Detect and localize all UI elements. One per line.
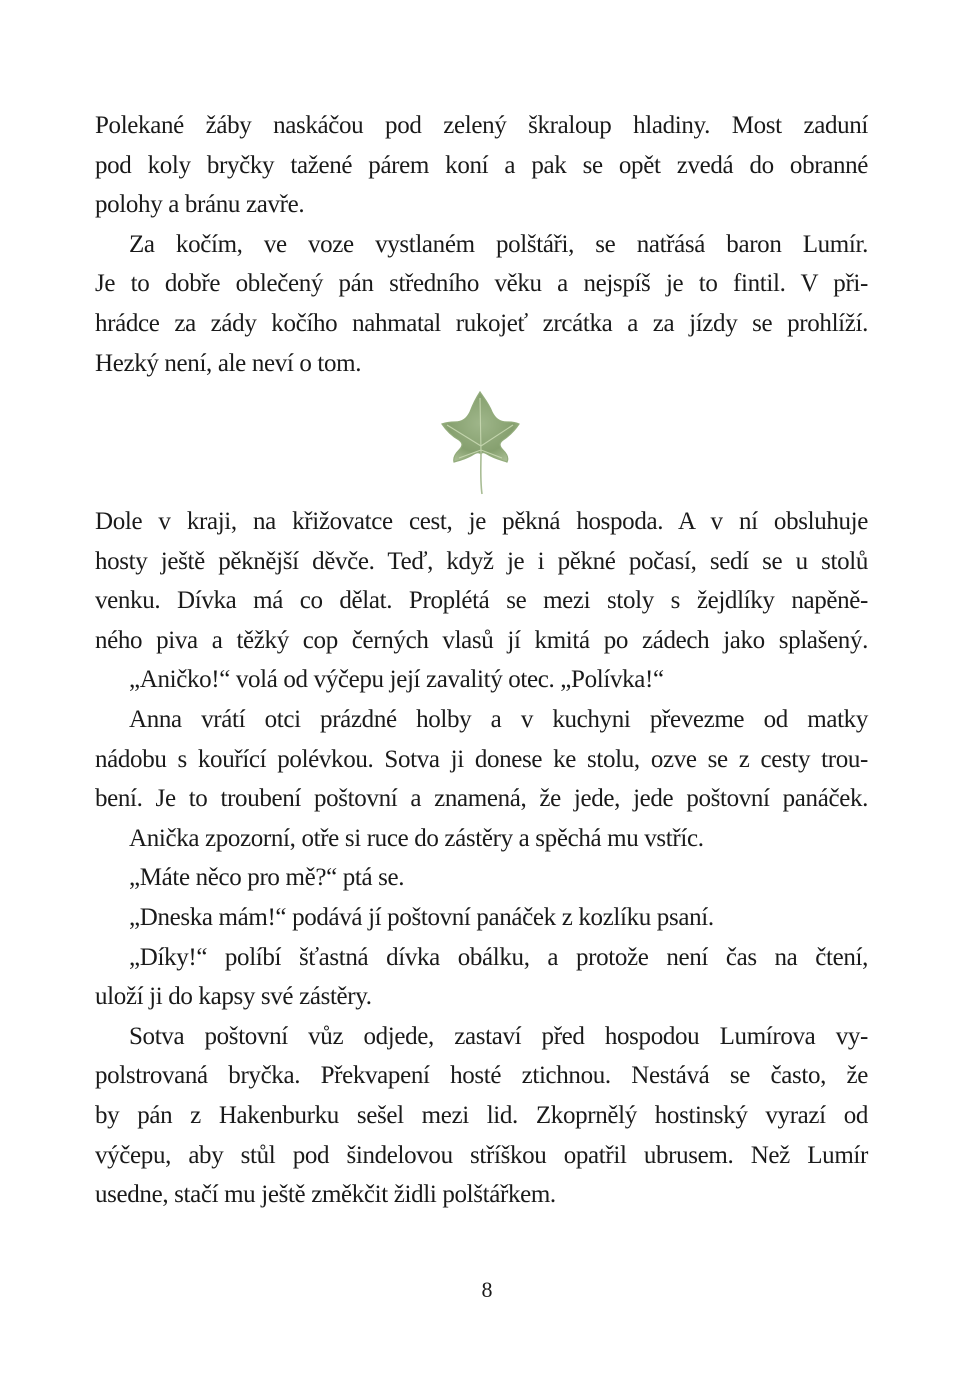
text-line: Polekané žáby naskáčou pod zelený škraloup hladiny. Most zaduní	[95, 112, 868, 139]
text-line: pod koly bryčky tažené párem koní a pak se opět zvedá do obranné	[95, 151, 868, 179]
text-section-2	[95, 502, 868, 1215]
text-line: „Dneska mám!“ podává jí poštovní panáček z kozlíku psaní.	[129, 903, 714, 931]
text-line: ného piva a těžký cop černých vlasů jí kmitá po zádech jako splašený.	[95, 626, 868, 654]
text-line: „Díky!“ políbí šťastná dívka obálku, a protože není čas na čtení,	[129, 943, 868, 971]
text-line: nádobu s kouřící polévkou. Sotva ji donese ke stolu, ozve se z cesty trou-	[95, 745, 868, 773]
text-line: „Aničko!“ volá od výčepu její zavalitý otec. „Polívka!“	[129, 666, 664, 694]
ivy-leaf-icon	[437, 388, 527, 498]
text-line: uloží ji do kapsy své zástěry.	[95, 983, 372, 1011]
text-line: polstrovaná bryčka. Překvapení hosté ztichnou. Nestává se často, že	[95, 1062, 868, 1090]
leaf-stem	[481, 452, 482, 494]
text-line: by pán z Hakenburku sešel mezi lid. Zkoprnělý hostinský vyrazí od	[95, 1101, 868, 1129]
text-line: Hezký není, ale neví o tom.	[95, 349, 362, 377]
text-line: Sotva poštovní vůz odjede, zastaví před hospodou Lumírova vy-	[129, 1022, 868, 1050]
text-line: Dole v kraji, na křižovatce cest, je pěkná hospoda. A v ní obsluhuje	[95, 508, 868, 535]
text-line: bení. Je to troubení poštovní a znamená, že jede, jede poštovní panáček.	[95, 785, 868, 813]
text-line: hosty ještě pěknější děvče. Teď, když je i pěkné počasí, sedí se u stolů	[95, 547, 868, 575]
text-line: Anička zpozorní, otře si ruce do zástěry a spěchá mu vstříc.	[129, 824, 704, 852]
text-line: „Máte něco pro mě?“ ptá se.	[129, 864, 405, 892]
text-line: usedne, stačí mu ještě změkčit židli polštářkem.	[95, 1181, 556, 1209]
text-line: hrádce za zády kočího nahmatal rukojeť zrcátka a za jízdy se prohlíží.	[95, 309, 868, 337]
text-line: venku. Dívka má co dělat. Proplétá se mezi stoly s žejdlíky napěně-	[95, 587, 868, 615]
text-line: polohy a bránu zavře.	[95, 191, 305, 219]
ivy-leaf-drawing	[437, 388, 527, 498]
text-line: Je to dobře oblečený pán středního věku a nejspíš je to fintil. V při-	[95, 270, 868, 298]
text-line: Anna vrátí otci prázdné holby a v kuchyni převezme od matky	[129, 705, 868, 733]
text-line: výčepu, aby stůl pod šindelovou stříškou opatřil ubrusem. Než Lumír	[95, 1141, 868, 1169]
text-line: Za kočím, ve voze vystlaném polštáři, se natřásá baron Lumír.	[129, 230, 868, 258]
text-section-1	[95, 106, 868, 383]
page-number: 8	[481, 1277, 493, 1302]
